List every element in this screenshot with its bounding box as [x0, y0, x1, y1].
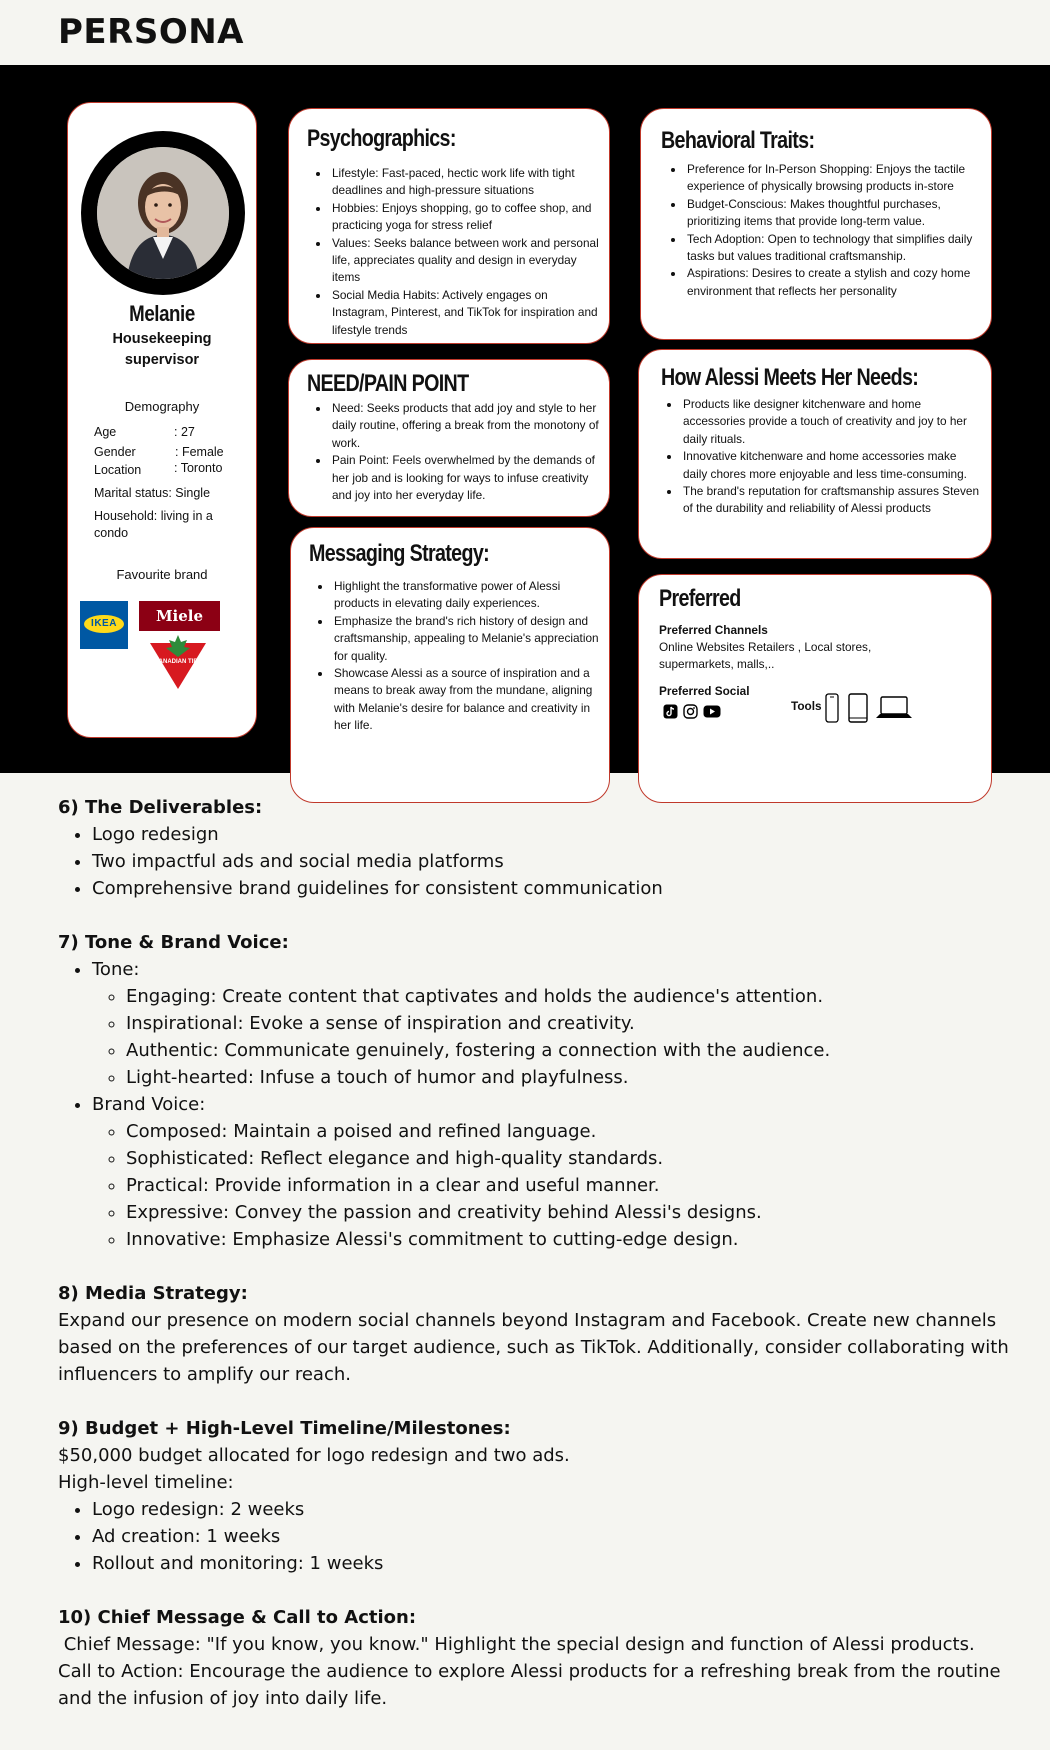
document-body	[58, 794, 1038, 1739]
location-label: Location	[94, 463, 142, 477]
behavioral-card	[640, 108, 992, 340]
ikea-logo	[80, 601, 128, 649]
list-item: • Logo redesign	[92, 821, 1038, 848]
tone-sublist	[92, 983, 1038, 1091]
behavioral-item: • Budget-Conscious: Makes thoughtful purchases, prioritizing items that provide long-term value.	[685, 196, 981, 231]
messaging-title: Messaging Strategy:	[309, 540, 490, 567]
budget-section	[58, 1415, 1038, 1577]
household-line-1: Household: living in a	[94, 509, 213, 523]
messaging-card	[290, 527, 610, 803]
deliverables-heading: 6) The Deliverables:	[58, 797, 263, 818]
tools-label: Tools	[791, 699, 822, 713]
psychographics-item: • Lifestyle: Fast-paced, hectic work life with tight deadlines and high-pressure situations	[330, 165, 600, 200]
list-item: • Comprehensive brand guidelines for consistent communication	[92, 875, 1038, 902]
alessi-needs-item: • Products like designer kitchenware and home accessories provide a touch of creativity and joy to her daily rituals.	[681, 396, 981, 448]
alessi-needs-title: How Alessi Meets Her Needs:	[661, 364, 919, 391]
avatar-ring	[81, 131, 245, 295]
call-to-action: Call to Action: Encourage the audience to explore Alessi products for a refreshing break from the routine and the infusion of joy into daily life.	[58, 1661, 1001, 1709]
chief-heading: 10) Chief Message & Call to Action:	[58, 1607, 417, 1628]
alessi-needs-item: • The brand's reputation for craftsmanship assures Steven of the durability and reliability of Alessi products	[681, 483, 981, 518]
preferred-card	[638, 574, 992, 803]
gender-value: : Female	[175, 445, 224, 459]
list-item: ◦ Authentic: Communicate genuinely, fostering a connection with the audience.	[126, 1037, 1038, 1064]
list-item: ◦ Composed: Maintain a poised and refined language.	[126, 1118, 1038, 1145]
persona-name: Melanie	[129, 301, 195, 326]
household	[94, 508, 213, 542]
list-item: ◦ Innovative: Emphasize Alessi's commitment to cutting-edge design.	[126, 1226, 1038, 1253]
media-heading: 8) Media Strategy:	[58, 1283, 248, 1304]
ikea-wordmark: IKEA	[84, 615, 124, 633]
marital-status: Marital status: Single	[94, 486, 211, 500]
list-item	[92, 956, 1038, 1091]
list-item: ◦ Inspirational: Evoke a sense of inspiration and creativity.	[126, 1010, 1038, 1037]
chief-message-section	[58, 1604, 1038, 1712]
messaging-list	[312, 578, 602, 735]
demography-title: Demography	[124, 399, 200, 414]
psychographics-item: • Values: Seeks balance between work and personal life, appreciates quality and design in everyday items	[330, 235, 600, 287]
psychographics-list	[310, 165, 600, 339]
psychographics-item: • Hobbies: Enjoys shopping, go to coffee shop, and practicing yoga for stress relief	[330, 200, 600, 235]
page-title: PERSONA	[58, 12, 244, 52]
behavioral-title: Behavioral Traits:	[661, 127, 815, 154]
list-item: ◦ Engaging: Create content that captivates and holds the audience's attention.	[126, 983, 1038, 1010]
list-item: • Rollout and monitoring: 1 weeks	[92, 1550, 1038, 1577]
preferred-title: Preferred	[659, 585, 741, 612]
alessi-needs-card	[638, 349, 992, 559]
budget-heading: 9) Budget + High-Level Timeline/Milestones:	[58, 1418, 511, 1439]
timeline-label: High-level timeline:	[58, 1472, 234, 1493]
list-item: ◦ Light-hearted: Infuse a touch of humor and playfulness.	[126, 1064, 1038, 1091]
persona-panel	[0, 65, 1050, 773]
location-row	[94, 461, 223, 477]
preferred-social-label: Preferred Social	[659, 684, 750, 698]
preferred-channels-text	[659, 639, 871, 674]
gender-row	[94, 445, 224, 459]
age-label: Age	[94, 425, 117, 439]
psychographics-title: Psychographics:	[307, 125, 456, 152]
need-pain-list	[310, 400, 600, 504]
household-line-2: condo	[94, 526, 129, 540]
phone-icon	[825, 693, 839, 728]
list-item	[92, 1091, 1038, 1253]
list-item: ◦ Sophisticated: Reflect elegance and high-quality standards.	[126, 1145, 1038, 1172]
avatar	[97, 147, 229, 279]
youtube-icon	[703, 704, 721, 719]
chief-message: Chief Message: "If you know, you know." Highlight the special design and function of Alessi products.	[58, 1634, 975, 1655]
gender-label: Gender	[94, 445, 136, 459]
need-pain-item: • Pain Point: Feels overwhelmed by the demands of her job and is looking for ways to infuse creativity and joy into her everyday life.	[330, 452, 600, 504]
need-pain-title: NEED/PAIN POINT	[307, 370, 469, 397]
brand-voice-label: Brand Voice:	[92, 1094, 206, 1115]
behavioral-item: • Aspirations: Desires to create a stylish and cozy home environment that reflects her personality	[685, 265, 981, 300]
list-item: ◦ Practical: Provide information in a clear and useful manner.	[126, 1172, 1038, 1199]
age-value: : 27	[174, 425, 195, 439]
list-item: ◦ Expressive: Convey the passion and creativity behind Alessi's designs.	[126, 1199, 1038, 1226]
preferred-channels-label: Preferred Channels	[659, 623, 768, 637]
tone-heading: 7) Tone & Brand Voice:	[58, 932, 289, 953]
brand-voice-sublist	[92, 1118, 1038, 1253]
miele-logo: Miele	[139, 601, 220, 631]
alessi-needs-list	[661, 396, 981, 518]
preferred-channels-line-1: Online Websites Retailers , Local stores,	[659, 640, 872, 654]
tablet-icon	[848, 693, 868, 728]
list-item: • Logo redesign: 2 weeks	[92, 1496, 1038, 1523]
instagram-icon	[683, 704, 698, 719]
need-pain-card	[288, 359, 610, 517]
tiktok-icon	[663, 704, 678, 719]
budget-line: $50,000 budget allocated for logo redesign and two ads.	[58, 1445, 570, 1466]
timeline-list	[58, 1496, 1038, 1577]
psychographics-card	[288, 108, 610, 344]
messaging-item: • Showcase Alessi as a source of inspiration and a means to break away from the mundane, aligning with Melanie's desire for balance and creativity in her life.	[332, 665, 602, 735]
preferred-channels-line-2: supermarkets, malls,..	[659, 657, 775, 672]
location-value: : Toronto	[174, 461, 223, 475]
laptop-icon	[875, 695, 913, 726]
messaging-item: • Highlight the transformative power of Alessi products in elevating daily experiences.	[332, 578, 602, 613]
alessi-needs-item: • Innovative kitchenware and home accessories make daily chores more enjoyable and less time-consuming.	[681, 448, 981, 483]
tone-section	[58, 929, 1038, 1253]
canadian-tire-wordmark: CANADIAN TIRE	[154, 659, 202, 665]
behavioral-item: • Preference for In-Person Shopping: Enjoys the tactile experience of physically browsing products in-store	[685, 161, 981, 196]
favourite-brand-title: Favourite brand	[116, 567, 208, 582]
behavioral-list	[665, 161, 981, 300]
deliverables-list	[58, 821, 1038, 902]
media-section	[58, 1280, 1038, 1388]
profile-card	[67, 102, 257, 738]
need-pain-item: • Need: Seeks products that add joy and style to her daily routine, offering a break from the monotony of work.	[330, 400, 600, 452]
persona-role: Housekeeping supervisor	[112, 331, 212, 368]
messaging-item: • Emphasize the brand's rich history of design and craftsmanship, appealing to Melanie's appreciation for quality.	[332, 613, 602, 665]
tone-label: Tone:	[92, 959, 140, 980]
media-text: Expand our presence on modern social channels beyond Instagram and Facebook. Create new channels based on the preferences of our target audience, such as TikTok. Additionally, consider collaborating with influencers to amplify our reach.	[58, 1310, 1009, 1385]
list-item: • Two impactful ads and social media platforms	[92, 848, 1038, 875]
canadian-tire-logo	[146, 635, 210, 691]
behavioral-item: • Tech Adoption: Open to technology that simplifies daily tasks but values traditional craftsmanship.	[685, 231, 981, 266]
psychographics-item: • Social Media Habits: Actively engages on Instagram, Pinterest, and TikTok for inspiration and lifestyle trends	[330, 287, 600, 339]
age-row	[94, 425, 195, 439]
deliverables-section	[58, 794, 1038, 902]
list-item: • Ad creation: 1 weeks	[92, 1523, 1038, 1550]
tone-list	[58, 956, 1038, 1253]
